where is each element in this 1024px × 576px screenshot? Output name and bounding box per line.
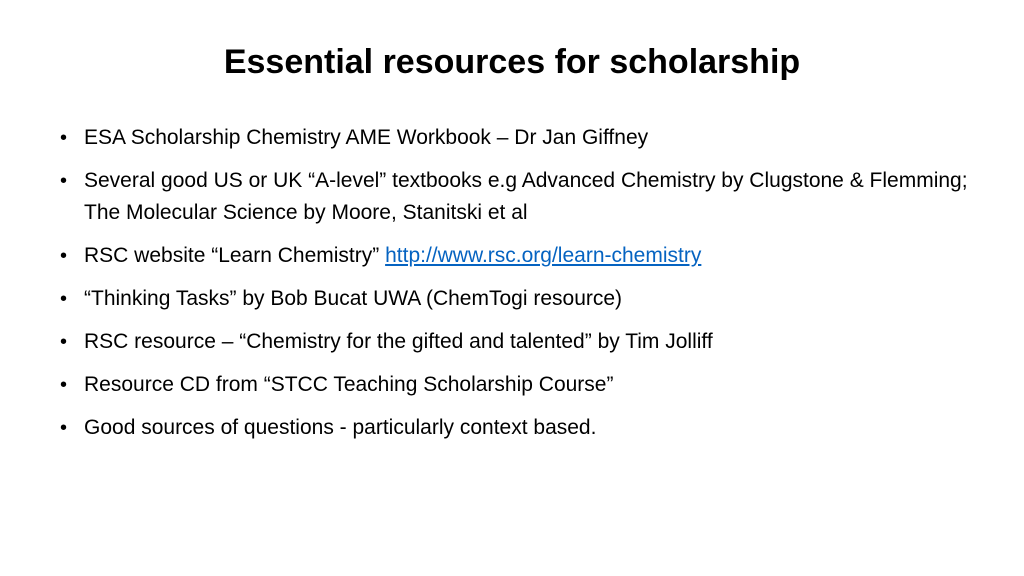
list-item: [60, 122, 990, 154]
bullet-icon: •: [60, 374, 68, 396]
bullet-icon: •: [60, 127, 68, 149]
bullet-icon: •: [60, 331, 68, 353]
list-item-text: Resource CD from “STCC Teaching Scholarship Course”: [84, 373, 614, 396]
bullet-icon: •: [60, 288, 68, 310]
bullet-icon: •: [60, 245, 68, 267]
list-item: [60, 165, 990, 229]
list-item-text: RSC resource – “Chemistry for the gifted and talented” by Tim Jolliff: [84, 330, 713, 353]
list-item: [60, 240, 990, 272]
rsc-learn-chemistry-link[interactable]: http://www.rsc.org/learn-chemistry: [385, 244, 702, 267]
list-item-text: Several good US or UK “A-level” textbooks e.g Advanced Chemistry by Clugstone & Flemming; The Molecular Science by Moore, Stanitski et al: [84, 169, 968, 224]
list-item-text: RSC website “Learn Chemistry”: [84, 244, 386, 267]
bullet-icon: •: [60, 170, 68, 192]
list-item-text: ESA Scholarship Chemistry AME Workbook – Dr Jan Giffney: [84, 126, 649, 149]
slide-title: Essential resources for scholarship: [223, 43, 801, 81]
list-item: [60, 326, 990, 358]
list-item: [60, 283, 990, 315]
list-item-text: “Thinking Tasks” by Bob Bucat UWA (ChemTogi resource): [84, 287, 623, 310]
list-item-text: Good sources of questions - particularly context based.: [84, 416, 597, 439]
bullet-list: [60, 122, 990, 455]
list-item: [60, 412, 990, 444]
list-item: [60, 369, 990, 401]
bullet-icon: •: [60, 417, 68, 439]
